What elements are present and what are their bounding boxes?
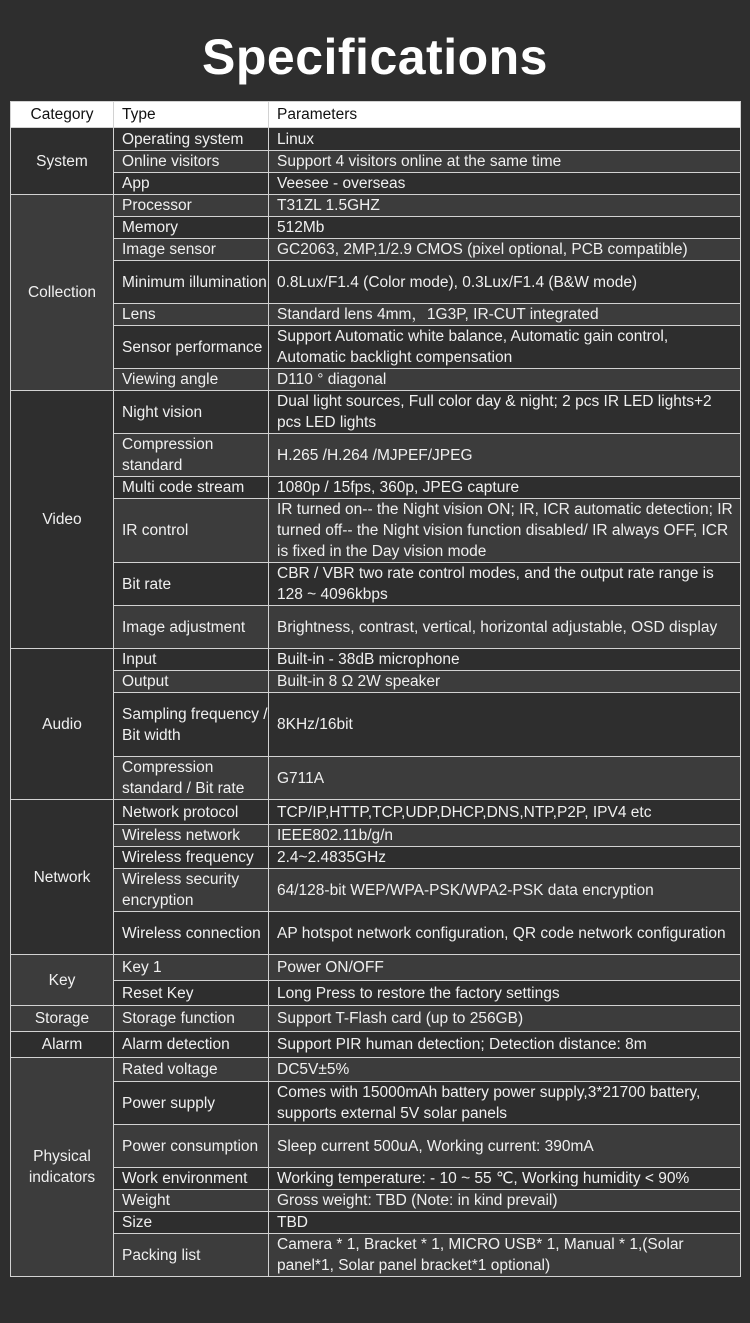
parameter-cell: Long Press to restore the factory settings — [269, 981, 741, 1006]
table-row — [11, 757, 741, 800]
type-cell: Sampling frequency / Bit width — [114, 693, 269, 757]
category-cell: Audio — [11, 649, 114, 800]
parameter-cell: TBD — [269, 1212, 741, 1234]
parameter-cell: Veesee - overseas — [269, 173, 741, 195]
category-cell: Storage — [11, 1006, 114, 1032]
type-cell: Viewing angle — [114, 369, 269, 391]
table-row — [11, 563, 741, 606]
parameter-cell: Support Automatic white balance, Automatic gain control, Automatic backlight compensation — [269, 326, 741, 369]
table-row — [11, 217, 741, 239]
category-cell: Key — [11, 955, 114, 1006]
type-cell: Bit rate — [114, 563, 269, 606]
type-cell: Wireless connection — [114, 912, 269, 955]
table-row — [11, 847, 741, 869]
table-row — [11, 326, 741, 369]
table-row — [11, 671, 741, 693]
parameter-cell: Working temperature: - 10 ~ 55 ℃, Working humidity < 90% — [269, 1168, 741, 1190]
parameter-cell: Power ON/OFF — [269, 955, 741, 981]
type-cell: Size — [114, 1212, 269, 1234]
table-row — [11, 1058, 741, 1082]
table-row — [11, 195, 741, 217]
table-row — [11, 693, 741, 757]
header-category: Category — [11, 102, 114, 128]
parameter-cell: 64/128-bit WEP/WPA-PSK/WPA2-PSK data encryption — [269, 869, 741, 912]
type-cell: Online visitors — [114, 151, 269, 173]
parameter-cell: GC2063, 2MP,1/2.9 CMOS (pixel optional, PCB compatible) — [269, 239, 741, 261]
table-row — [11, 1006, 741, 1032]
parameter-cell: H.265 /H.264 /MJPEF/JPEG — [269, 434, 741, 477]
table-row — [11, 1168, 741, 1190]
table-row — [11, 391, 741, 434]
type-cell: Network protocol — [114, 800, 269, 825]
type-cell: Memory — [114, 217, 269, 239]
parameter-cell: Camera * 1, Bracket * 1, MICRO USB* 1, Manual * 1,(Solar panel*1, Solar panel bracket*1 optional) — [269, 1234, 741, 1277]
type-cell: Storage function — [114, 1006, 269, 1032]
table-row — [11, 173, 741, 195]
parameter-cell: IEEE802.11b/g/n — [269, 825, 741, 847]
parameter-cell: Support T-Flash card (up to 256GB) — [269, 1006, 741, 1032]
type-cell: Compression standard / Bit rate — [114, 757, 269, 800]
type-cell: App — [114, 173, 269, 195]
parameter-cell: D110 ° diagonal — [269, 369, 741, 391]
category-cell: Network — [11, 800, 114, 955]
type-cell: Packing list — [114, 1234, 269, 1277]
specifications-table — [10, 101, 741, 1277]
table-row — [11, 649, 741, 671]
table-row — [11, 304, 741, 326]
parameter-cell: 512Mb — [269, 217, 741, 239]
type-cell: Wireless frequency — [114, 847, 269, 869]
parameter-cell: Gross weight: TBD (Note: in kind prevail) — [269, 1190, 741, 1212]
table-row — [11, 1032, 741, 1058]
type-cell: Wireless security encryption — [114, 869, 269, 912]
parameter-cell: 1080p / 15fps, 360p, JPEG capture — [269, 477, 741, 499]
parameter-cell: Dual light sources, Full color day & night; 2 pcs IR LED lights+2 pcs LED lights — [269, 391, 741, 434]
type-cell: Alarm detection — [114, 1032, 269, 1058]
header-parameters: Parameters — [269, 102, 741, 128]
type-cell: Output — [114, 671, 269, 693]
parameter-cell: 2.4~2.4835GHz — [269, 847, 741, 869]
parameter-cell: Brightness, contrast, vertical, horizontal adjustable, OSD display — [269, 606, 741, 649]
table-row — [11, 825, 741, 847]
table-row — [11, 1125, 741, 1168]
parameter-cell: AP hotspot network configuration, QR code network configuration — [269, 912, 741, 955]
table-row — [11, 1082, 741, 1125]
table-row — [11, 434, 741, 477]
type-cell: Weight — [114, 1190, 269, 1212]
table-header-row — [11, 102, 741, 128]
parameter-cell: Built-in - 38dB microphone — [269, 649, 741, 671]
type-cell: Compression standard — [114, 434, 269, 477]
table-row — [11, 1212, 741, 1234]
type-cell: Key 1 — [114, 955, 269, 981]
parameter-cell: Support 4 visitors online at the same time — [269, 151, 741, 173]
parameter-cell: CBR / VBR two rate control modes, and the output rate range is 128 ~ 4096kbps — [269, 563, 741, 606]
parameter-cell: TCP/IP,HTTP,TCP,UDP,DHCP,DNS,NTP,P2P, IPV4 etc — [269, 800, 741, 825]
parameter-cell: Sleep current 500uA, Working current: 390mA — [269, 1125, 741, 1168]
parameter-cell: Built-in 8 Ω 2W speaker — [269, 671, 741, 693]
parameter-cell: DC5V±5% — [269, 1058, 741, 1082]
table-row — [11, 499, 741, 563]
header-type: Type — [114, 102, 269, 128]
table-row — [11, 955, 741, 981]
type-cell: Processor — [114, 195, 269, 217]
parameter-cell: Standard lens 4mm，1G3P, IR-CUT integrated — [269, 304, 741, 326]
type-cell: Image sensor — [114, 239, 269, 261]
parameter-cell: Linux — [269, 128, 741, 151]
category-cell: Physical indicators — [11, 1058, 114, 1277]
table-row — [11, 981, 741, 1006]
table-row — [11, 1234, 741, 1277]
type-cell: Work environment — [114, 1168, 269, 1190]
type-cell: Power supply — [114, 1082, 269, 1125]
category-cell: Alarm — [11, 1032, 114, 1058]
parameter-cell: IR turned on-- the Night vision ON; IR, ICR automatic detection; IR turned off-- the Night vision function disabled/ IR always OFF, ICR is fixed in the Day vision mode — [269, 499, 741, 563]
table-row — [11, 477, 741, 499]
table-row — [11, 128, 741, 151]
type-cell: IR control — [114, 499, 269, 563]
table-row — [11, 1190, 741, 1212]
parameter-cell: Support PIR human detection; Detection distance: 8m — [269, 1032, 741, 1058]
type-cell: Rated voltage — [114, 1058, 269, 1082]
type-cell: Reset Key — [114, 981, 269, 1006]
type-cell: Power consumption — [114, 1125, 269, 1168]
table-row — [11, 800, 741, 825]
parameter-cell: 0.8Lux/F1.4 (Color mode), 0.3Lux/F1.4 (B&W mode) — [269, 261, 741, 304]
table-row — [11, 369, 741, 391]
parameter-cell: 8KHz/16bit — [269, 693, 741, 757]
table-row — [11, 261, 741, 304]
type-cell: Night vision — [114, 391, 269, 434]
parameter-cell: Comes with 15000mAh battery power supply,3*21700 battery, supports external 5V solar panels — [269, 1082, 741, 1125]
category-cell: Collection — [11, 195, 114, 391]
table-row — [11, 606, 741, 649]
page-title: Specifications — [202, 29, 548, 85]
parameter-cell: T31ZL 1.5GHZ — [269, 195, 741, 217]
parameter-cell: G711A — [269, 757, 741, 800]
type-cell: Lens — [114, 304, 269, 326]
category-cell: System — [11, 128, 114, 195]
type-cell: Operating system — [114, 128, 269, 151]
type-cell: Multi code stream — [114, 477, 269, 499]
type-cell: Image adjustment — [114, 606, 269, 649]
table-row — [11, 912, 741, 955]
type-cell: Sensor performance — [114, 326, 269, 369]
table-row — [11, 151, 741, 173]
type-cell: Wireless network — [114, 825, 269, 847]
table-row — [11, 869, 741, 912]
type-cell: Minimum illumination — [114, 261, 269, 304]
type-cell: Input — [114, 649, 269, 671]
table-row — [11, 239, 741, 261]
category-cell: Video — [11, 391, 114, 649]
